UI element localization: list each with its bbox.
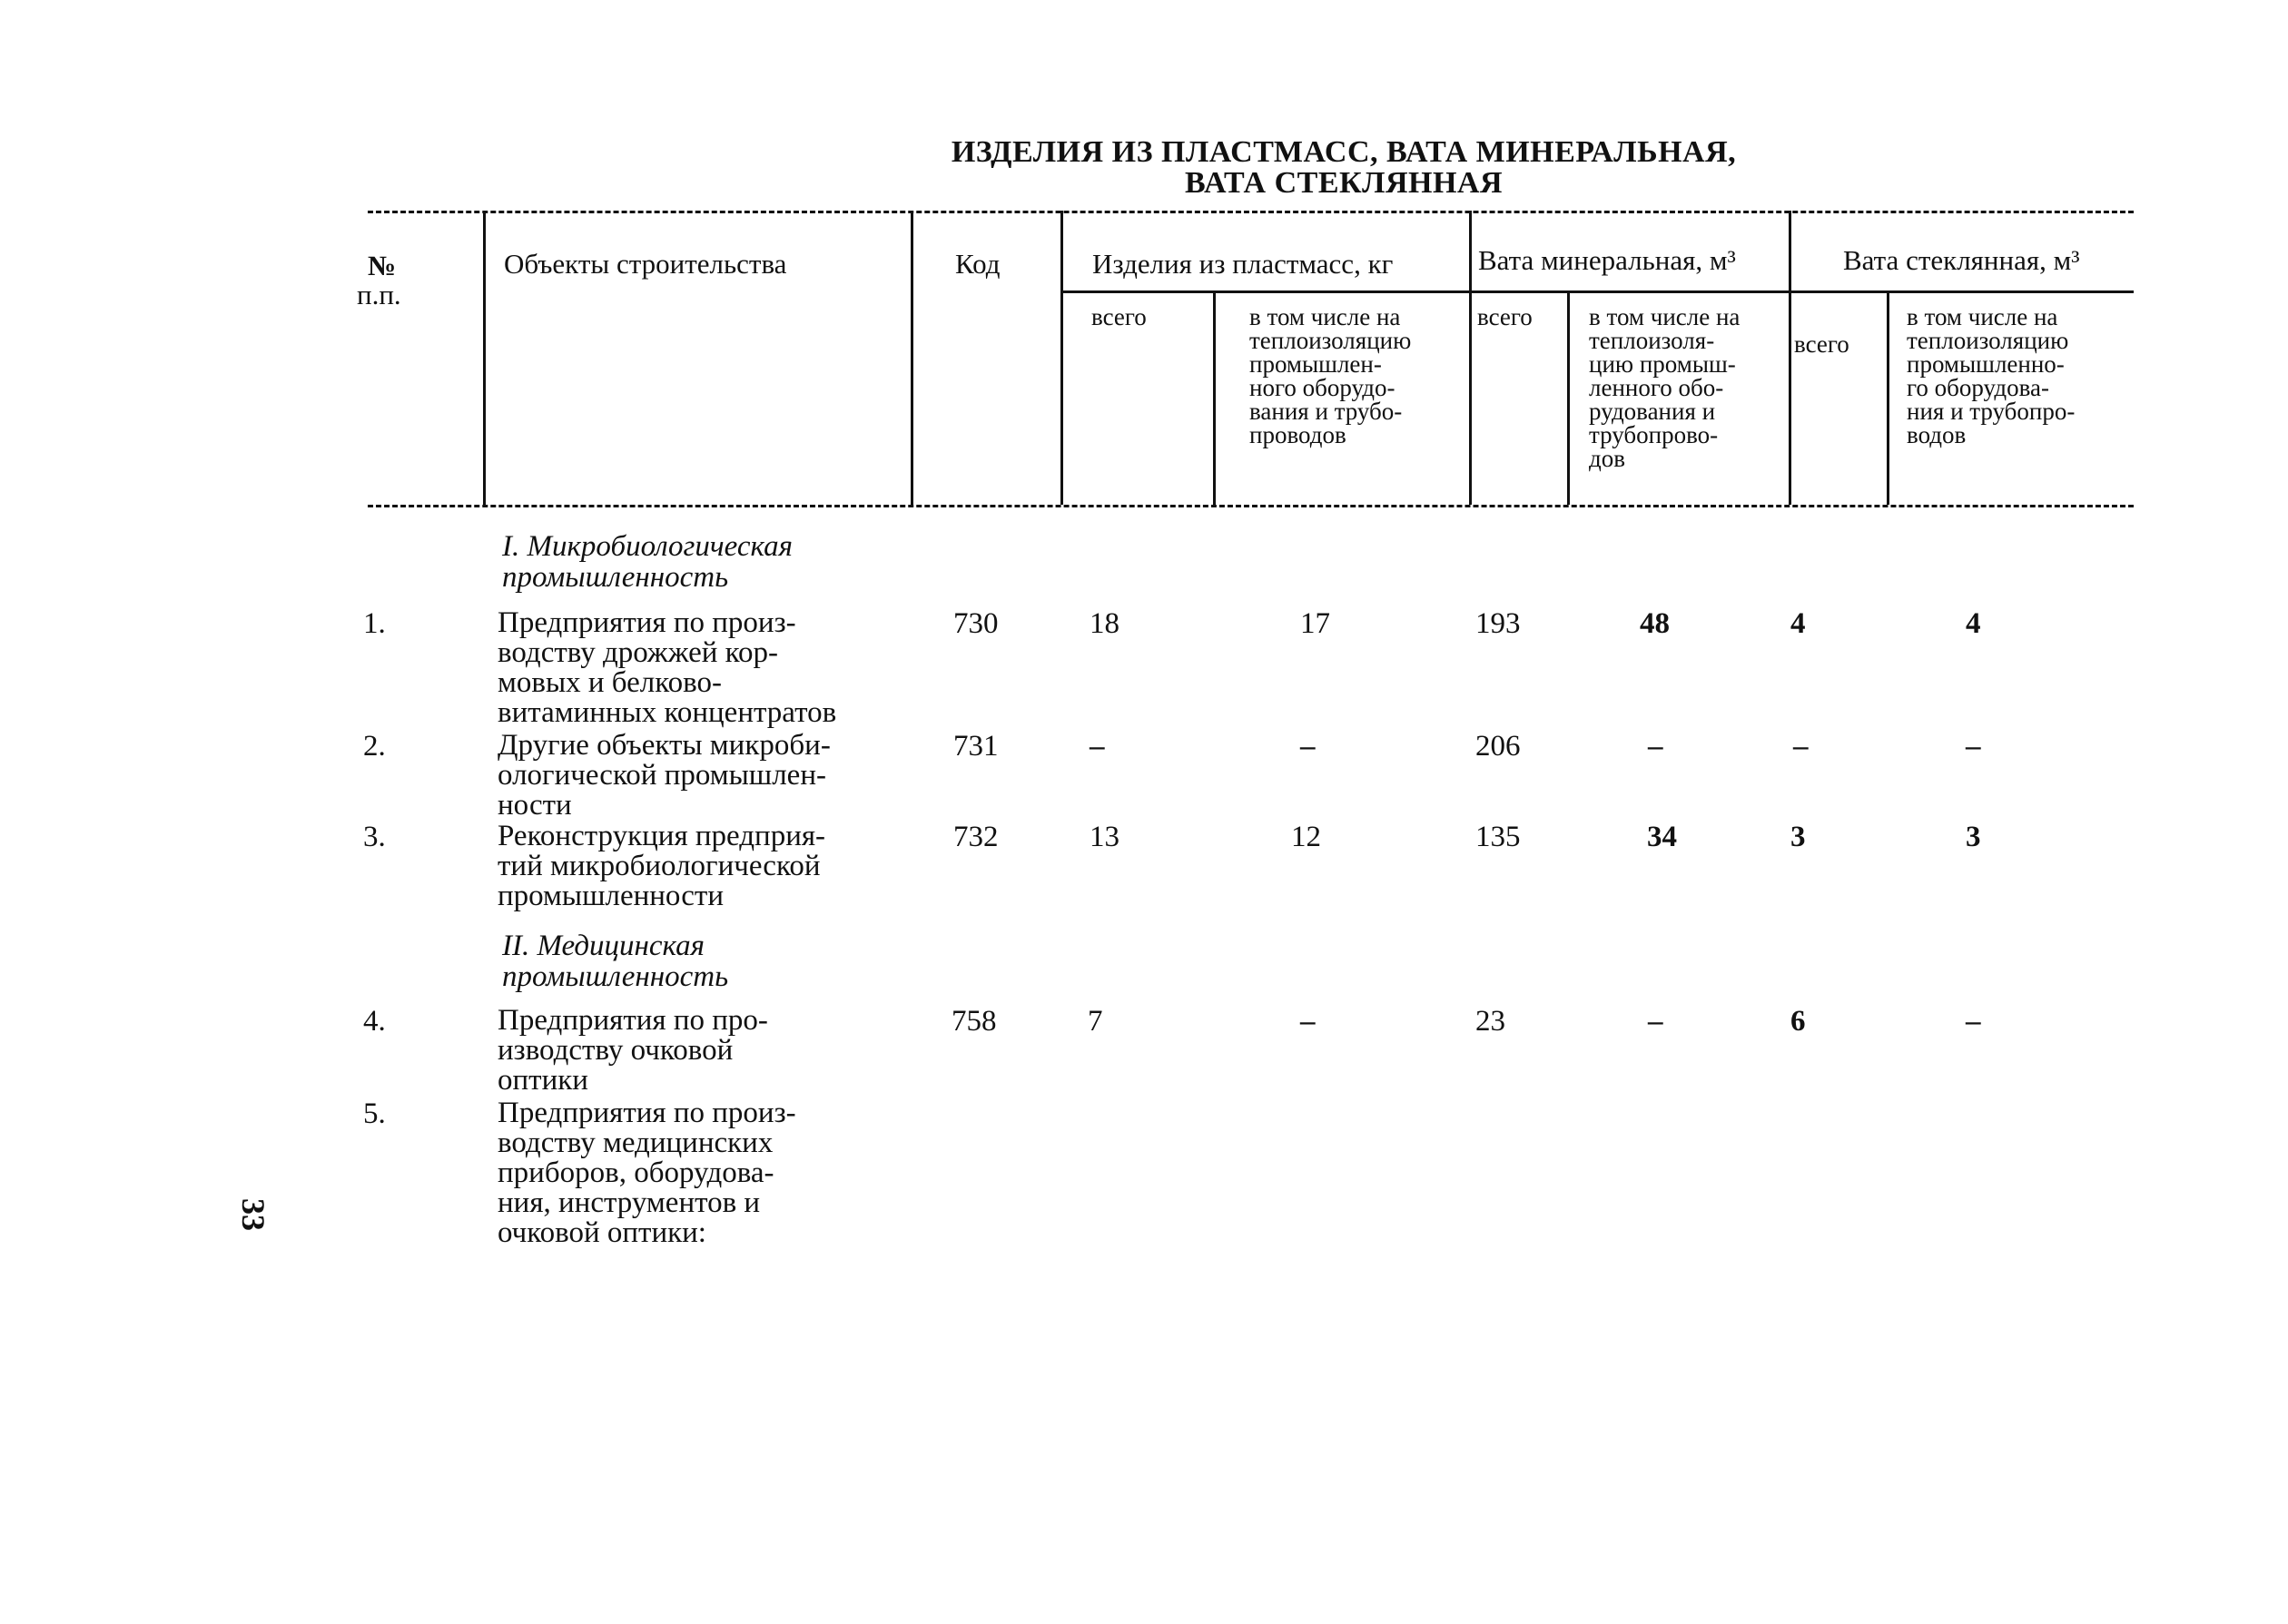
row-number: 2.	[363, 730, 386, 763]
cell-plastics-total: 18	[1090, 607, 1119, 640]
cell-glass-total: –	[1793, 730, 1809, 763]
cell-mineral-total: 135	[1475, 821, 1521, 853]
cell-plastics-total: 13	[1090, 821, 1119, 853]
table-header-bottom-rule	[368, 505, 2134, 507]
col-divider-glass-sub	[1887, 290, 1889, 505]
cell-mineral-total: 193	[1475, 607, 1521, 640]
cell-plastics-incl: 12	[1291, 821, 1321, 853]
row-object: Предприятия по произ- водству дрожжей кор- мовых и белково- витаминных концентратов	[498, 606, 837, 729]
cell-glass-incl: –	[1966, 730, 1981, 763]
row-number: 5.	[363, 1097, 386, 1130]
col-divider-num	[483, 211, 486, 505]
header-glass-incl: в том числе на теплоизоляцию промышленно- го оборудова- ния и трубопро- водов	[1907, 303, 2076, 448]
cell-glass-total: 3	[1790, 821, 1806, 853]
cell-glass-incl: –	[1966, 1005, 1981, 1038]
cell-glass-total: 4	[1790, 607, 1806, 640]
cell-plastics-total: 7	[1088, 1005, 1103, 1038]
page-subtitle: ВАТА СТЕКЛЯННАЯ	[1184, 166, 1504, 200]
cell-mineral-total: 23	[1475, 1005, 1505, 1038]
header-mineral-total: всего	[1477, 303, 1533, 330]
header-glass: Вата стеклянная, м³	[1843, 244, 2080, 276]
table-top-rule	[368, 211, 2134, 213]
row-object: Предприятия по про- изводству очковой оптики	[498, 1004, 768, 1097]
cell-mineral-incl: –	[1648, 730, 1663, 763]
subheader-rule	[1062, 290, 2134, 293]
cell-mineral-incl: 48	[1640, 607, 1670, 640]
cell-glass-incl: 3	[1966, 821, 1981, 853]
cell-plastics-incl: 17	[1300, 607, 1330, 640]
header-num: №	[368, 250, 397, 281]
cell-glass-total: 6	[1790, 1005, 1806, 1038]
row-code: 758	[952, 1005, 997, 1038]
header-glass-total: всего	[1794, 330, 1849, 358]
cell-plastics-incl: –	[1300, 730, 1316, 763]
cell-plastics-incl: –	[1300, 1005, 1316, 1038]
header-plastics-total: всего	[1091, 303, 1147, 330]
cell-mineral-incl: –	[1648, 1005, 1663, 1038]
row-number: 1.	[363, 607, 386, 640]
cell-glass-incl: 4	[1966, 607, 1981, 640]
header-code: Код	[955, 248, 1001, 280]
row-number: 4.	[363, 1005, 386, 1038]
section-title: II. Медицинская промышленность	[502, 930, 729, 993]
row-code: 730	[953, 607, 999, 640]
cell-plastics-total: –	[1090, 730, 1105, 763]
row-object: Предприятия по произ- водству медицинских приборов, оборудова- ния, инструментов и очковой оптики:	[498, 1097, 796, 1249]
header-mineral-incl: в том числе на теплоизоля- цию промыш- ленного обо- рудования и трубопрово- дов	[1589, 303, 1741, 472]
header-plastics-incl: в том числе на теплоизоляцию промышлен- ного оборудо- вания и трубо- проводов	[1249, 303, 1412, 448]
col-divider-plastics	[1469, 211, 1472, 505]
page-title: ИЗДЕЛИЯ ИЗ ПЛАСТМАСС, ВАТА МИНЕРАЛЬНАЯ,	[951, 135, 1737, 169]
row-code: 731	[953, 730, 999, 763]
col-divider-plastics-sub	[1213, 290, 1216, 505]
col-divider-mineral	[1789, 211, 1791, 505]
row-number: 3.	[363, 821, 386, 853]
col-divider-mineral-sub	[1567, 290, 1570, 505]
cell-mineral-total: 206	[1475, 730, 1521, 763]
page-number: 33	[235, 1198, 271, 1231]
header-plastics: Изделия из пластмасс, кг	[1092, 248, 1394, 280]
col-divider-objects	[911, 211, 913, 505]
row-code: 732	[953, 821, 999, 853]
col-divider-code	[1060, 211, 1063, 505]
header-mineral: Вата минеральная, м³	[1478, 244, 1736, 276]
row-object: Другие объекты микроби- ологической промышлен- ности	[498, 729, 831, 822]
cell-mineral-incl: 34	[1647, 821, 1677, 853]
section-title: I. Микробиологическая промышленность	[502, 530, 793, 594]
header-num-pp: п.п.	[357, 279, 401, 310]
row-object: Реконструкция предприя- тий микробиологической промышленности	[498, 820, 826, 912]
header-objects: Объекты строительства	[504, 248, 787, 280]
